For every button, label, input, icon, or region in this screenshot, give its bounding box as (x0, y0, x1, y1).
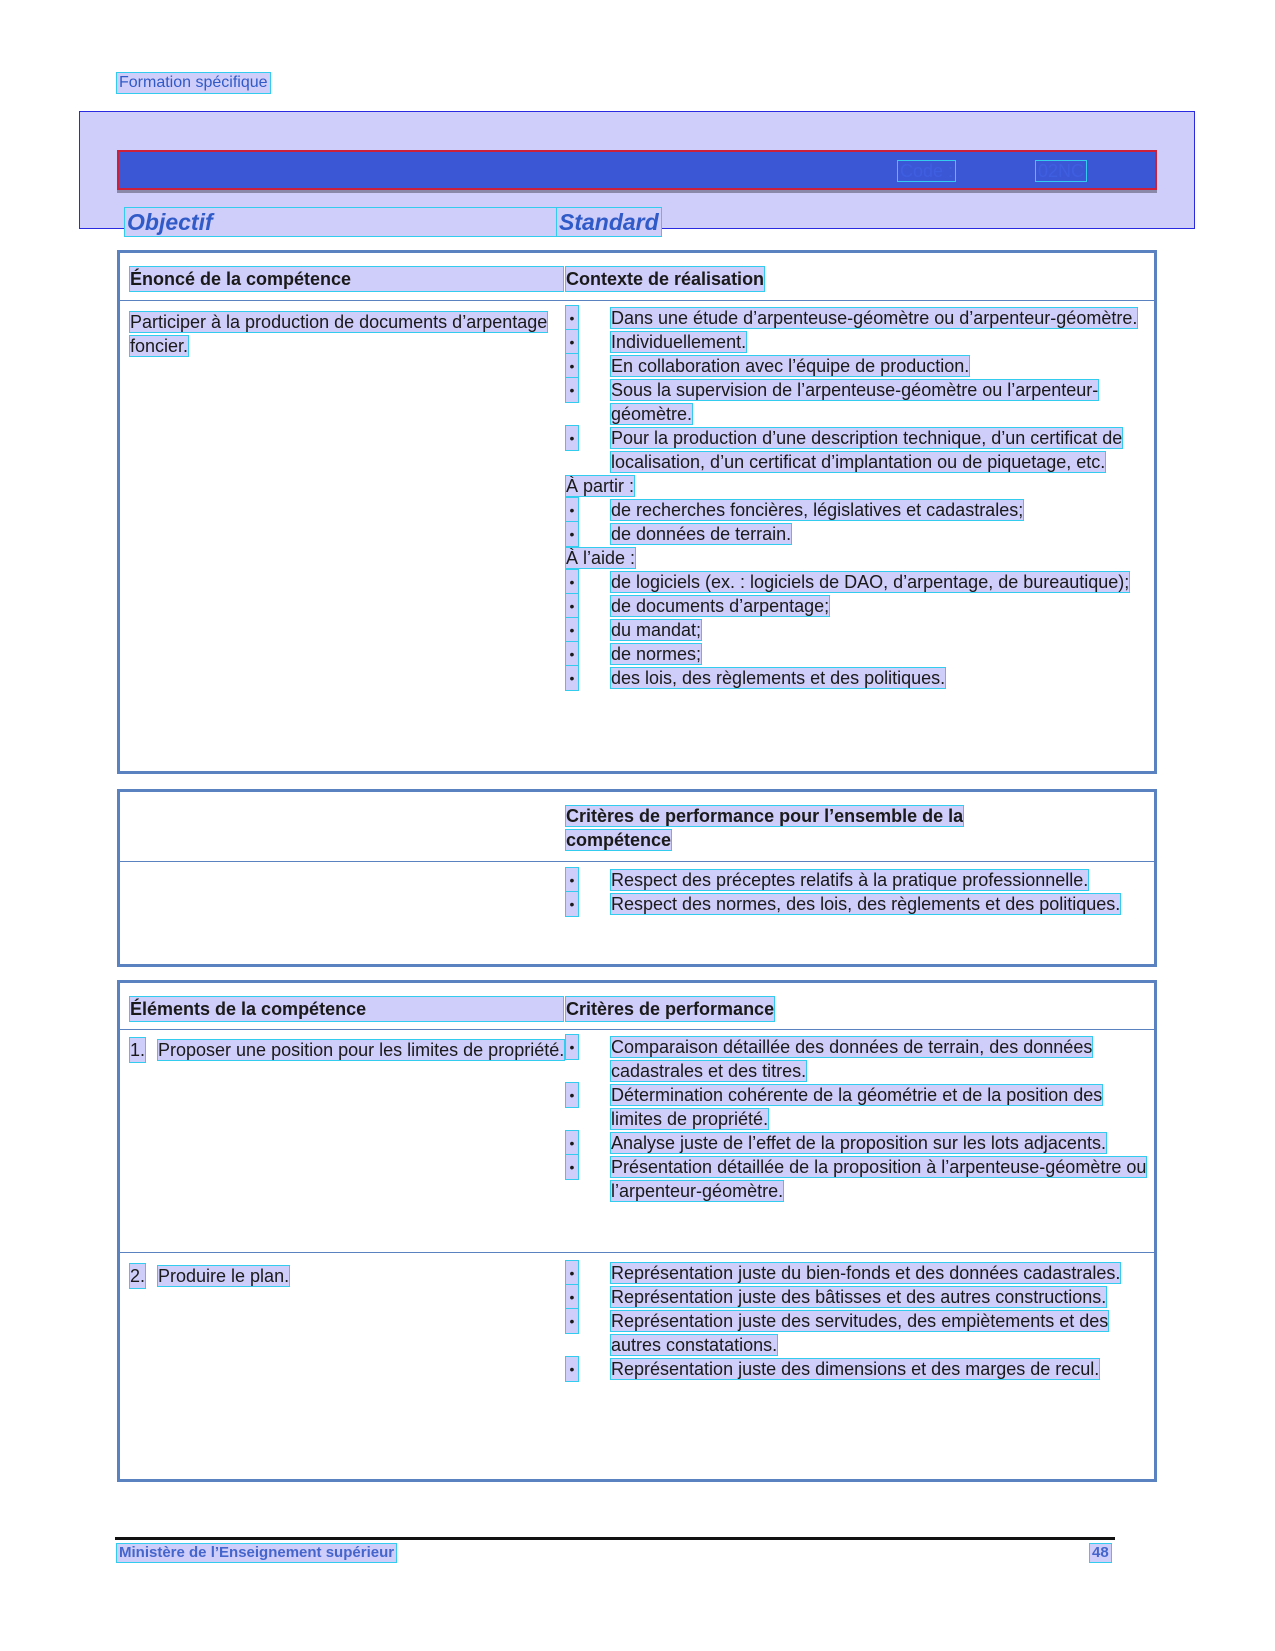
list-item-text: Détermination cohérente de la géométrie et de la position des limites de propriété. (611, 1085, 1103, 1129)
list-item-text: Comparaison détaillée des données de terrain, des données cadastrales et des titres. (611, 1037, 1093, 1081)
list-item (566, 378, 1154, 426)
bullet-icon: • (566, 1261, 578, 1285)
overall-criteria-header (566, 804, 1036, 852)
bullet-icon: • (566, 868, 578, 892)
standard-heading: Standard (559, 209, 659, 235)
bullet-icon: • (566, 1309, 578, 1333)
list-item-text: Dans une étude d’arpenteuse-géomètre ou d’arpenteur-géomètre. (611, 308, 1138, 328)
bullet-icon: • (566, 498, 578, 522)
list-item (566, 892, 1154, 916)
context-column (566, 306, 1154, 690)
list-item (566, 1309, 1154, 1357)
list-item-text: Respect des préceptes relatifs à la pratique professionnelle. (611, 870, 1089, 890)
list-item (566, 426, 1154, 474)
a-partir-text: À partir : (566, 476, 635, 496)
a-partir-list (566, 498, 1154, 546)
code-label: Code : (900, 161, 954, 181)
bullet-icon: • (566, 666, 578, 690)
list-item-text: Individuellement. (611, 332, 747, 352)
list-item-text: des lois, des règlements et des politiques. (611, 668, 946, 688)
list-item-text: Respect des normes, des lois, des règlements et des politiques. (611, 894, 1121, 914)
competency-statement-header: Énoncé de la compétence (130, 267, 563, 291)
list-item-text: Représentation juste du bien-fonds et des données cadastrales. (611, 1263, 1121, 1283)
list-item-text: Pour la production d’une description technique, d’un certificat de localisation, d’un certificat d’implantation ou de piquetage, etc. (611, 428, 1123, 472)
list-item-text: de normes; (611, 644, 702, 664)
bullet-icon: • (566, 330, 578, 354)
bullet-icon: • (566, 354, 578, 378)
a-laide-text: À l’aide : (566, 548, 636, 568)
list-item-text: Présentation détaillée de la proposition à l’arpenteuse-géomètre ou l’arpenteur-géomètre. (611, 1157, 1147, 1201)
code-bar (117, 150, 1157, 190)
context-list (566, 306, 1154, 474)
bullet-icon: • (566, 426, 578, 450)
list-item (566, 498, 1154, 522)
list-item (566, 666, 1154, 690)
bullet-icon: • (566, 378, 578, 402)
bullet-icon: • (566, 618, 578, 642)
element-number: 2. (130, 1266, 146, 1286)
bullet-icon: • (566, 1131, 578, 1155)
element-2 (130, 1264, 570, 1288)
list-item (566, 570, 1154, 594)
criteria-list (566, 1035, 1154, 1203)
list-item-text: Sous la supervision de l’arpenteuse-géomètre ou l’arpenteur-géomètre. (611, 380, 1099, 424)
list-item (566, 1357, 1154, 1381)
list-item-text: du mandat; (611, 620, 702, 640)
list-item (566, 594, 1154, 618)
overall-criteria-list (566, 868, 1154, 916)
bullet-icon: • (566, 570, 578, 594)
competency-context-table (117, 250, 1157, 774)
element-number: 1. (130, 1040, 146, 1060)
bullet-icon: • (566, 594, 578, 618)
list-item (566, 642, 1154, 666)
objective-heading: Objectif (125, 208, 651, 236)
list-item-text: Représentation juste des servitudes, des empiètements et des autres constatations. (611, 1311, 1109, 1355)
row-divider (120, 1252, 1154, 1253)
element-text: Proposer une position pour les limites de propriété. (158, 1040, 565, 1060)
list-item (566, 1035, 1154, 1083)
overall-criteria-column (566, 868, 1154, 916)
code-value: 02NC (1038, 161, 1085, 181)
footer-ministry: Ministère de l’Enseignement supérieur (119, 1544, 395, 1561)
a-laide-list (566, 570, 1154, 690)
criteria-list (566, 1261, 1154, 1381)
element-text: Produire le plan. (158, 1266, 290, 1286)
list-item (566, 618, 1154, 642)
elements-header: Éléments de la compétence (130, 997, 563, 1021)
performance-criteria-header: Critères de performance (566, 999, 775, 1019)
elements-criteria-table (117, 980, 1157, 1482)
competency-statement (130, 310, 570, 358)
bullet-icon: • (566, 306, 578, 330)
footer-rule (115, 1537, 1115, 1540)
context-header: Contexte de réalisation (566, 269, 765, 289)
list-item (566, 1285, 1154, 1309)
list-item (566, 354, 1154, 378)
list-item (566, 1155, 1154, 1203)
element-2-criteria (566, 1261, 1154, 1381)
competency-statement-text: Participer à la production de documents d’arpentage foncier. (130, 312, 548, 356)
list-item (566, 522, 1154, 546)
bullet-icon: • (566, 522, 578, 546)
list-item-text: En collaboration avec l’équipe de production. (611, 356, 970, 376)
list-item (566, 868, 1154, 892)
a-laide-label (566, 546, 1154, 570)
list-item-text: de logiciels (ex. : logiciels de DAO, d’arpentage, de bureautique); (611, 572, 1130, 592)
list-item-text: Représentation juste des dimensions et des marges de recul. (611, 1359, 1100, 1379)
bullet-icon: • (566, 1083, 578, 1107)
list-item (566, 1261, 1154, 1285)
element-1 (130, 1038, 570, 1062)
list-item-text: de documents d’arpentage; (611, 596, 830, 616)
bullet-icon: • (566, 892, 578, 916)
bullet-icon: • (566, 1155, 578, 1179)
element-1-criteria (566, 1035, 1154, 1203)
list-item (566, 306, 1154, 330)
bullet-icon: • (566, 642, 578, 666)
bullet-icon: • (566, 1357, 578, 1381)
list-item-text: de recherches foncières, législatives et cadastrales; (611, 500, 1024, 520)
list-item-text: Analyse juste de l’effet de la proposition sur les lots adjacents. (611, 1133, 1106, 1153)
top-label: Formation spécifique (119, 74, 268, 91)
list-item-text: de données de terrain. (611, 524, 792, 544)
bullet-icon: • (566, 1285, 578, 1309)
bullet-icon: • (566, 1035, 578, 1059)
overall-criteria-header-text: Critères de performance pour l’ensemble de la compétence (566, 806, 964, 850)
overall-criteria-table (117, 789, 1157, 967)
list-item-text: Représentation juste des bâtisses et des autres constructions. (611, 1287, 1107, 1307)
page-number: 48 (1092, 1544, 1109, 1561)
list-item (566, 330, 1154, 354)
a-partir-label (566, 474, 1154, 498)
list-item (566, 1083, 1154, 1131)
list-item (566, 1131, 1154, 1155)
